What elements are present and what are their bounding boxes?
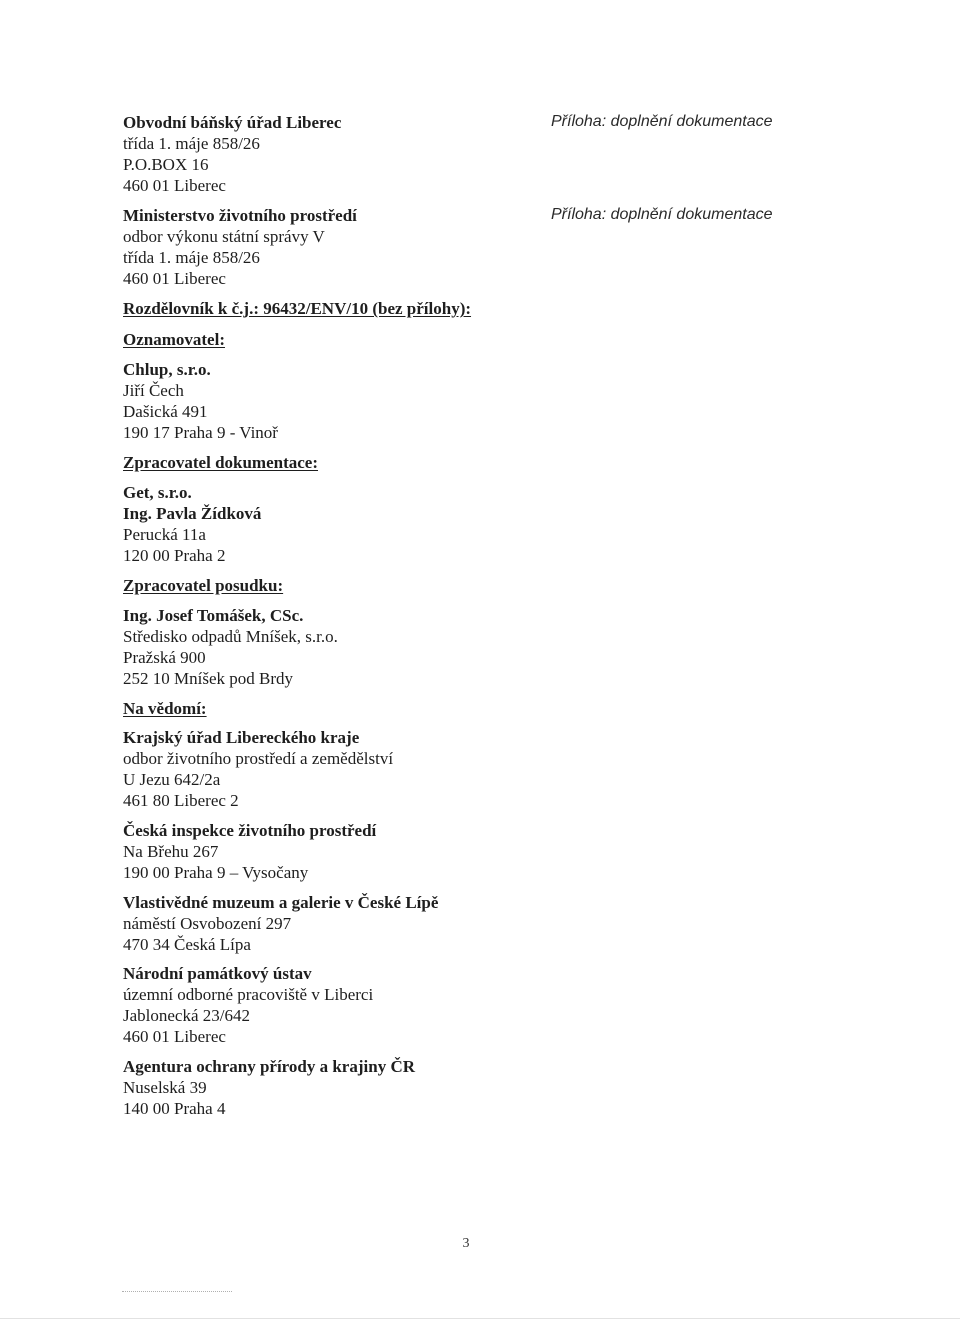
page-number: 3: [462, 1236, 470, 1251]
section-heading: Na vědomí:: [123, 699, 207, 718]
notifier-address: [123, 359, 543, 443]
address-line: 120 00 Praha 2: [123, 546, 226, 565]
address-line: Jiří Čech: [123, 381, 184, 400]
address-line: odbor životního prostředí a zemědělství: [123, 749, 394, 768]
recipient-name: Česká inspekce životního prostředí: [123, 821, 377, 840]
notifier-section: [123, 329, 543, 350]
info-recipient-kraj: [123, 727, 543, 811]
section-heading: Zpracovatel posudku:: [123, 576, 284, 595]
scan-edge-line: [0, 1318, 960, 1319]
address-line: 190 00 Praha 9 – Vysočany: [123, 863, 309, 882]
recipient-name: Národní památkový ústav: [123, 964, 312, 983]
recipient-name: Get, s.r.o.: [123, 483, 192, 502]
address-line: třída 1. máje 858/26: [123, 134, 260, 153]
recipient-name: Obvodní báňský úřad Liberec: [123, 113, 342, 132]
address-line: Středisko odpadů Mníšek, s.r.o.: [123, 627, 338, 646]
section-heading: Zpracovatel dokumentace:: [123, 453, 319, 472]
address-line: 190 17 Praha 9 - Vinoř: [123, 423, 278, 442]
address-line: 252 10 Mníšek pod Brdy: [123, 669, 293, 688]
section-heading: Oznamovatel:: [123, 330, 225, 349]
distribution-list: [123, 298, 603, 319]
recipient-name: Ministerstvo životního prostředí: [123, 206, 357, 225]
address-line: 460 01 Liberec: [123, 1027, 226, 1046]
address-line: Perucká 11a: [123, 525, 206, 544]
address-line: Pražská 900: [123, 648, 206, 667]
recipient-mzp: [123, 205, 543, 289]
address-line: 470 34 Česká Lípa: [123, 935, 251, 954]
address-line: náměstí Osvobození 297: [123, 914, 292, 933]
info-recipient-aopk: [123, 1056, 543, 1119]
address-line: Nuselská 39: [123, 1078, 207, 1097]
recipient-name: Chlup, s.r.o.: [123, 360, 211, 379]
scan-artifact: [122, 1291, 232, 1292]
address-line: třída 1. máje 858/26: [123, 248, 260, 267]
address-line: územní odborné pracoviště v Liberci: [123, 985, 374, 1004]
assessment-author-section: [123, 575, 543, 596]
documentation-author-address: [123, 482, 543, 566]
address-line: Dašická 491: [123, 402, 208, 421]
address-line: 140 00 Praha 4: [123, 1099, 226, 1118]
attachment-note: Příloha: doplnění dokumentace: [551, 113, 773, 130]
person-name: Ing. Josef Tomášek, CSc.: [123, 606, 304, 625]
info-recipient-npu: [123, 963, 543, 1047]
recipient-name: Krajský úřad Libereckého kraje: [123, 728, 360, 747]
info-recipient-cizp: [123, 820, 543, 883]
address-line: Jablonecká 23/642: [123, 1006, 250, 1025]
address-line: U Jezu 642/2a: [123, 770, 221, 789]
address-line: 460 01 Liberec: [123, 269, 226, 288]
person-name: Ing. Pavla Žídková: [123, 504, 262, 523]
address-line: 460 01 Liberec: [123, 176, 226, 195]
recipient-name: Agentura ochrany přírody a krajiny ČR: [123, 1057, 415, 1076]
info-recipient-muzeum: [123, 892, 543, 955]
address-line: P.O.BOX 16: [123, 155, 209, 174]
distribution-heading: Rozdělovník k č.j.: 96432/ENV/10 (bez přílohy):: [123, 299, 472, 318]
recipient-name: Vlastivědné muzeum a galerie v České Lípě: [123, 893, 439, 912]
attachment-note: Příloha: doplnění dokumentace: [551, 206, 773, 223]
documentation-author-section: [123, 452, 543, 473]
address-line: Na Břehu 267: [123, 842, 219, 861]
assessment-author-address: [123, 605, 543, 689]
for-information-section: [123, 698, 543, 719]
recipient-obu: [123, 112, 543, 196]
address-line: 461 80 Liberec 2: [123, 791, 239, 810]
address-line: odbor výkonu státní správy V: [123, 227, 325, 246]
